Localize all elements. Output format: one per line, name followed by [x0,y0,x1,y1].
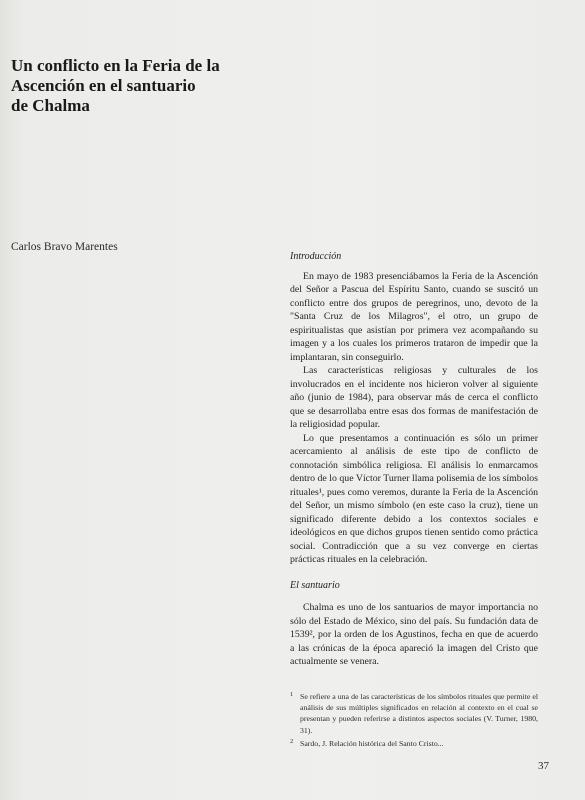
footnotes [290,691,538,751]
footnote-mark: 2 [290,737,294,745]
section-heading-introduction: Introducción [290,251,342,262]
article-title [11,56,261,116]
footnote [290,738,538,749]
footnote-text: Sardo, J. Relación histórica del Santo Cristo... [300,738,444,748]
paragraph: Chalma es uno de los santuarios de mayor importancia no sólo del Estado de México, sino del país. Su fundación data de 1539², por la orden de los Agustinos, fecha en que de acuerdo a las crónicas de la época apareció la imagen del Cristo que actualmente se venera. [290,602,538,667]
article-body [290,250,538,669]
title-line-3: de Chalma [11,96,90,115]
footnote [290,691,538,736]
footnote-mark: 1 [290,691,294,698]
page-number: 37 [538,760,549,772]
title-line-1: Un conflicto en la Feria de la [11,56,220,75]
paragraph: En mayo de 1983 presenciábamos la Feria de la Ascención del Señor a Pascua del Espíritu Santo, cuando se suscitó un conflicto entre dos grupos de peregrinos, uno, devoto de la "Santa Cruz de los Milagros", el otro, un grupo de espiritualistas que asistían por primera vez acompañando su imagen y a los cuales los primeros trataron de impedir que la implantaran, sin conseguirlo. [290,270,538,363]
footnote-text: Se refiere a una de las características de los símbolos rituales que permite el análisis de sus múltiples significados en relación al contexto en el cual se presentan y pueden referirse a distintos aspectos sociales (V. Turner, 1980, 31). [300,692,538,735]
article-author: Carlos Bravo Marentes [11,241,118,253]
paragraph: Lo que presentamos a continuación es sólo un primer acercamiento al análisis de este tipo de conflicto de connotación simbólica religiosa. El análisis lo enmarcamos dentro de lo que Víctor Turner llama polisemia de los símbolos rituales¹, pues como veremos, durante la Feria de la Ascención del Señor, un mismo símbolo (en este caso la cruz), tiene un significado diferente debido a los contextos sociales e ideológicos en que dichos grupos tienen sentido como práctica social. Contradicción que a su vez converge en ciertas prácticas rituales en la celebración. [290,432,538,565]
paragraph: Las características religiosas y culturales de los involucrados en el incidente nos hicieron volver al siguiente año (junio de 1984), para observar más de cerca el conflicto que se desarrollaba entre esas dos formas de manifestación de la religiosidad popular. [290,365,538,430]
section-heading-santuario: El santuario [290,579,340,591]
title-line-2: Ascención en el santuario [11,76,196,95]
